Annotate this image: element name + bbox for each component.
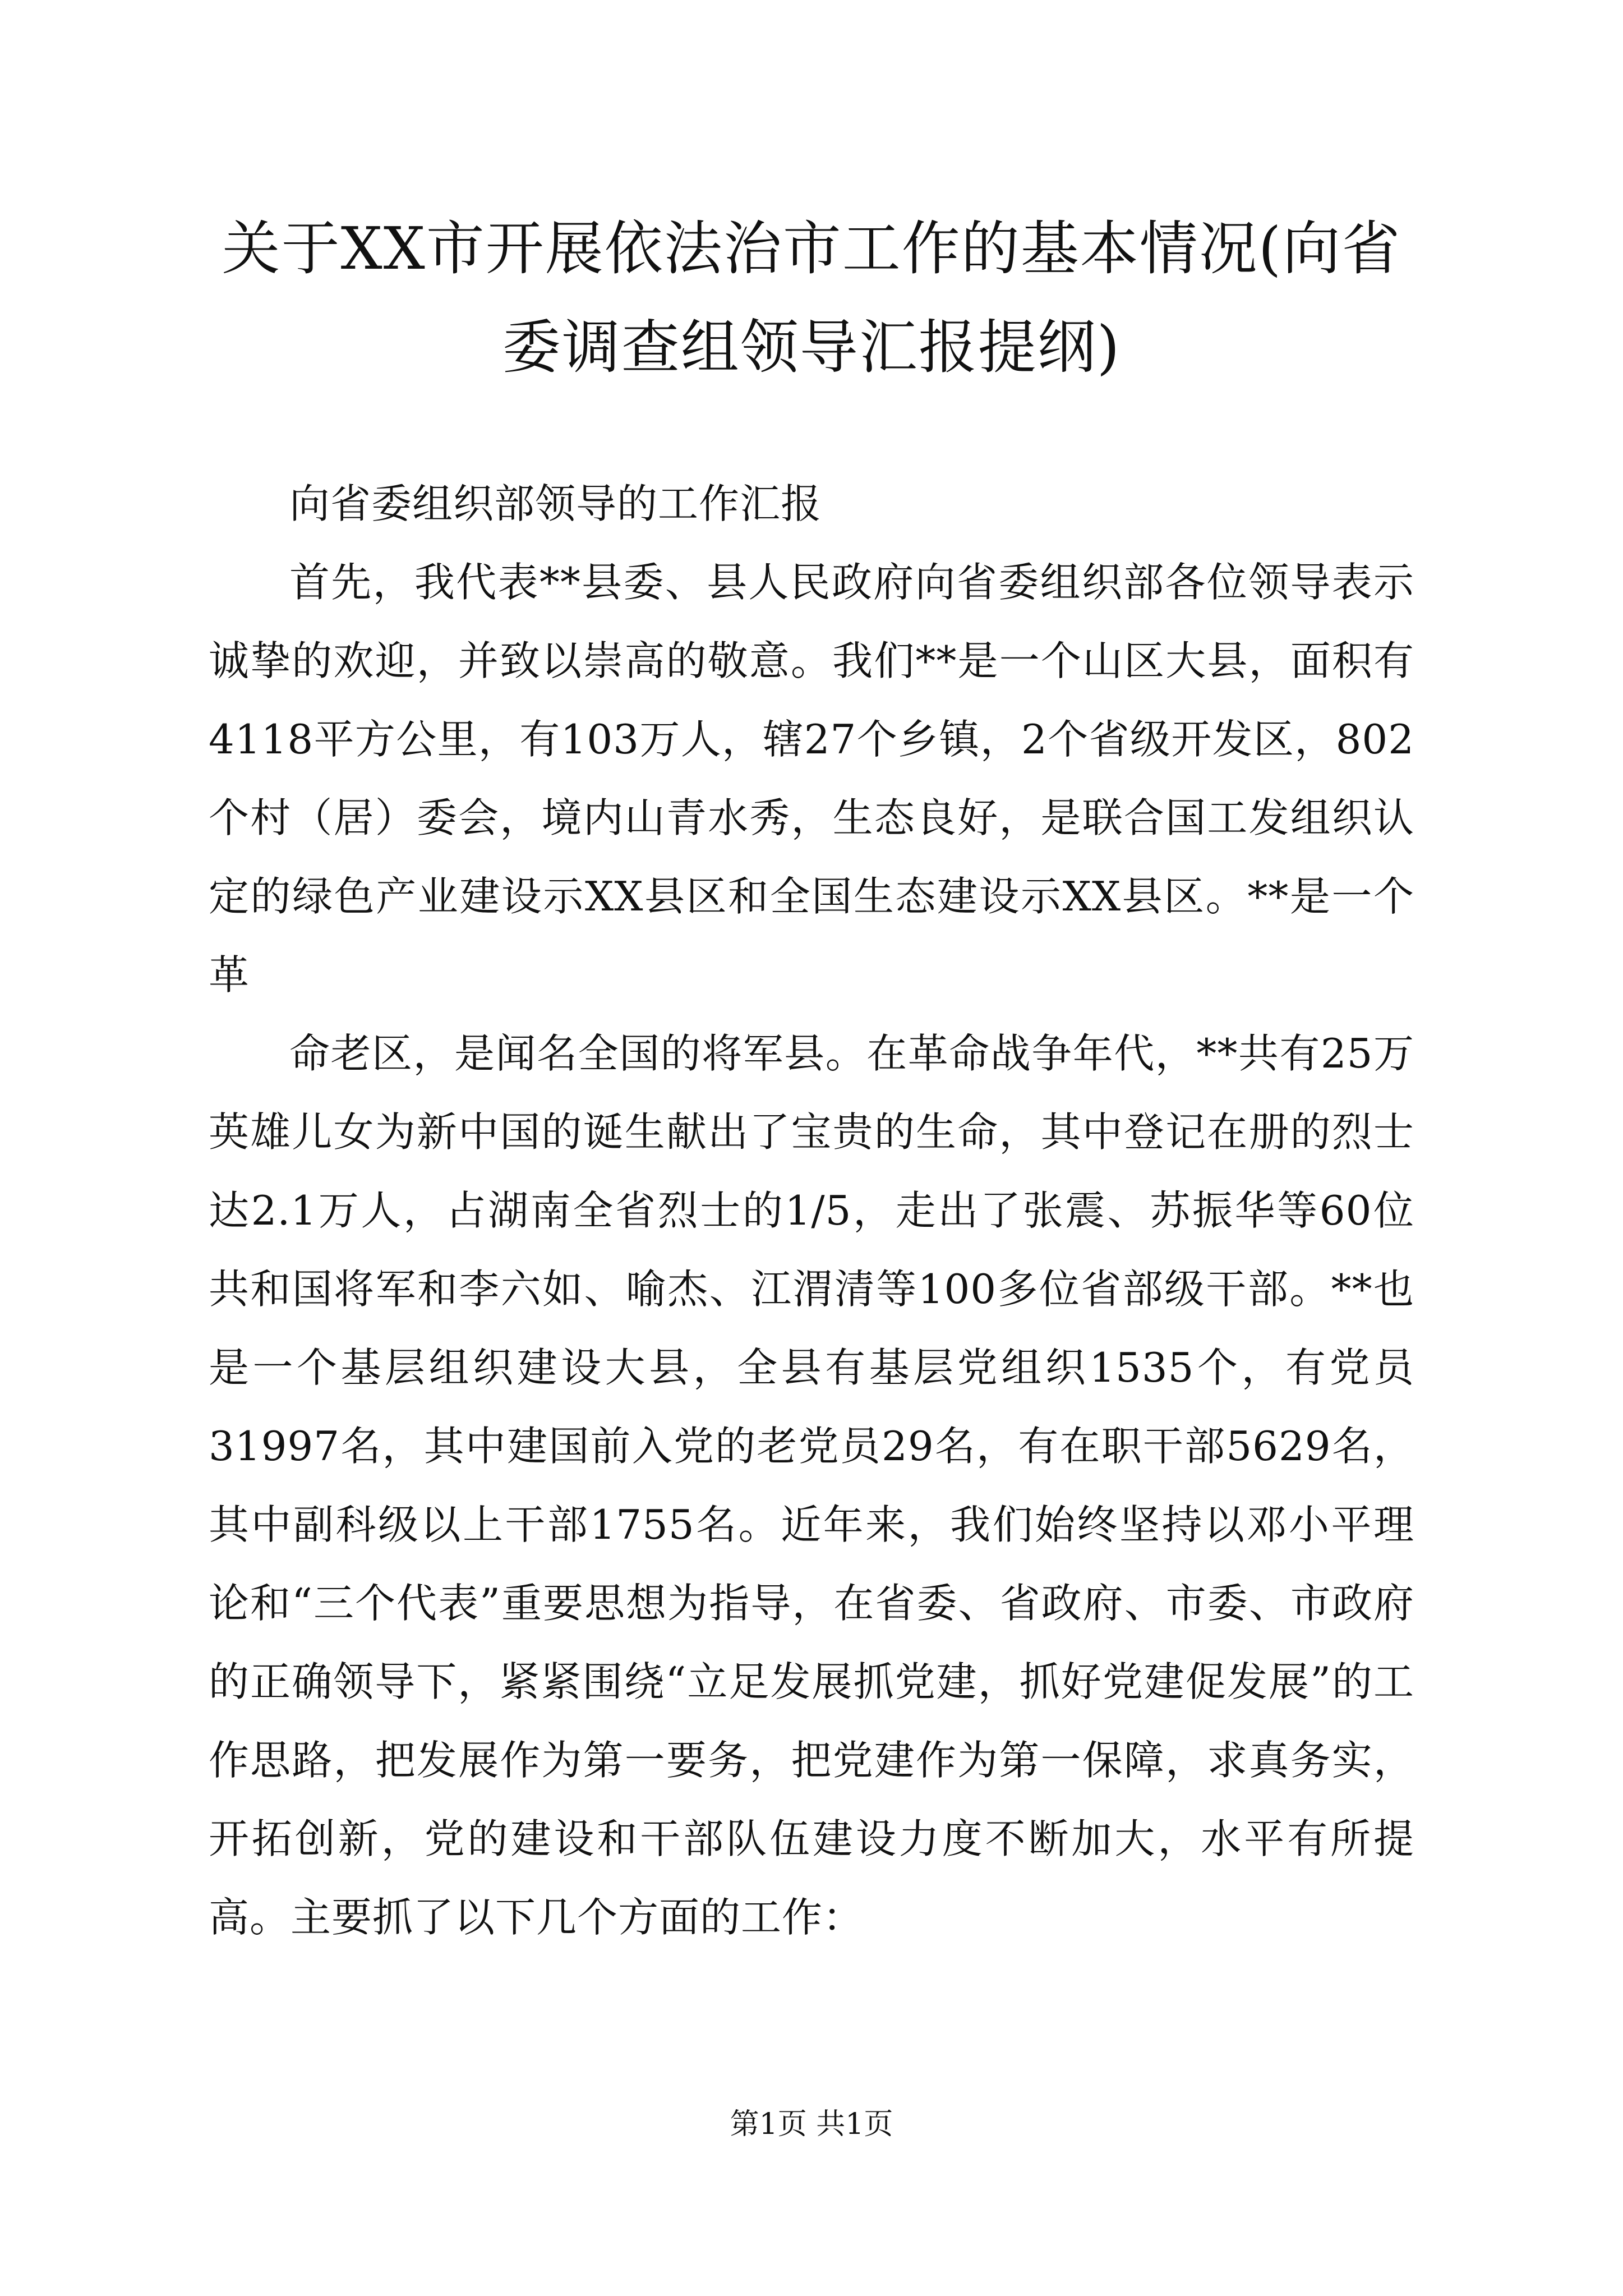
document-body [209,464,1414,1957]
paragraph-intro: 首先，我代表**县委、县人民政府向省委组织部各位领导表示诚挚的欢迎，并致以崇高的敬意。我们**是一个山区大县，面积有4118平方公里，有103万人，辖27个乡镇，2个省级开发区，802个村（居）委会，境内山青水秀，生态良好，是联合国工发组织认定的绿色产业建设示XX县区和全国生态建设示XX县区。**是一个革 [209,559,1414,999]
paragraph-history: 命老区，是闻名全国的将军县。在革命战争年代，**共有25万英雄儿女为新中国的诞生献出了宝贵的生命，其中登记在册的烈士达2.1万人，占湖南全省烈士的1/5，走出了张震、苏振华等60位共和国将军和李六如、喻杰、江渭清等100多位省部级干部。**也是一个基层组织建设大县，全县有基层党组织1535个，有党员31997名，其中建国前入党的老党员29名，有在职干部5629名，其中副科级以上干部1755名。近年来，我们始终坚持以邓小平理论和“三个代表”重要思想为指导，在省委、省政府、市委、市政府的正确领导下，紧紧围绕“立足发展抓党建，抓好党建促发展”的工作思路，把发展作为第一要务，把党建作为第一保障，求真务实，开拓创新，党的建设和干部队伍建设力度不断加大，水平有所提高。主要抓了以下几个方面的工作： [209,1030,1414,1941]
paragraph-heading: 向省委组织部领导的工作汇报 [289,480,822,527]
page-footer: 第1页 共1页 [730,2108,893,2141]
document-title: 关于XX市开展依法治市工作的基本情况(向省委调查组领导汇报提纲) [222,214,1401,381]
